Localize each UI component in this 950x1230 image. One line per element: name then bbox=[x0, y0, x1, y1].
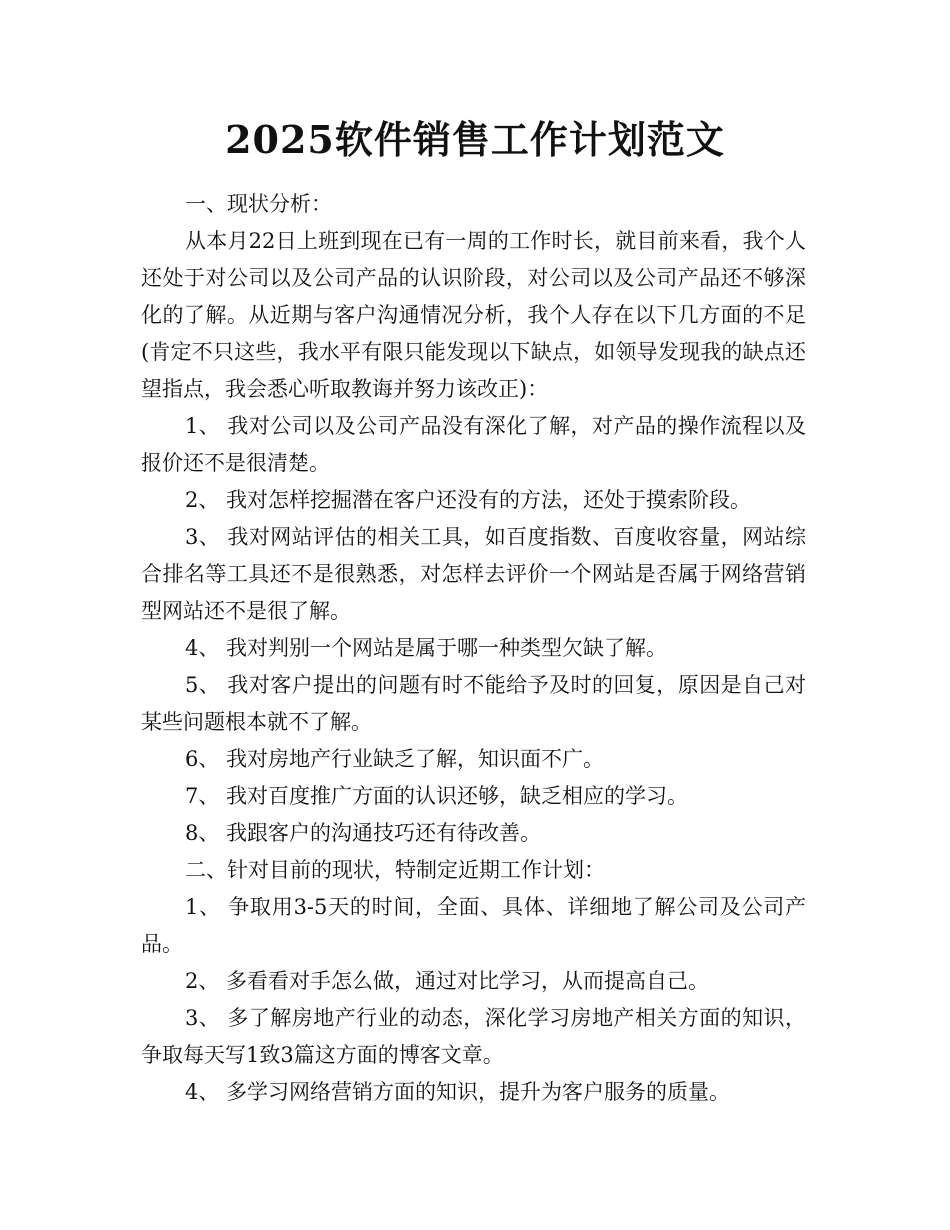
list-item: 1、 我对公司以及公司产品没有深化了解，对产品的操作流程以及报价还不是很清楚。 bbox=[141, 414, 806, 475]
paragraph-intro: 从本月22日上班到现在已有一周的工作时长，就目前来看，我个人还处于对公司以及公司产品的认识阶段，对公司以及公司产品还不够深化的了解。从近期与客户沟通情况分析，我个人存在以下几方面的不足(肯定不只这些，我水平有限只能发现以下缺点，如领导发现我的缺点还望指点，我会悉心听取教诲并努力该改正)： bbox=[141, 229, 806, 401]
list-item: 3、 多了解房地产行业的动态，深化学习房地产相关方面的知识，争取每天写1致3篇这方面的博客文章。 bbox=[141, 1006, 806, 1067]
list-item: 4、 多学习网络营销方面的知识，提升为客户服务的质量。 bbox=[185, 1080, 731, 1104]
document-body bbox=[141, 186, 806, 1111]
list-item: 6、 我对房地产行业缺乏了解，知识面不广。 bbox=[185, 747, 605, 771]
list-item: 1、 争取用3-5天的时间，全面、具体、详细地了解公司及公司产品。 bbox=[141, 895, 806, 956]
list-item: 8、 我跟客户的沟通技巧还有待改善。 bbox=[185, 821, 542, 845]
list-item: 5、 我对客户提出的问题有时不能给予及时的回复，原因是自己对某些问题根本就不了解。 bbox=[141, 673, 806, 734]
section-heading-status: 一、现状分析： bbox=[185, 192, 332, 216]
list-item: 2、 我对怎样挖掘潜在客户还没有的方法，还处于摸索阶段。 bbox=[185, 488, 752, 512]
list-item: 7、 我对百度推广方面的认识还够，缺乏相应的学习。 bbox=[185, 784, 689, 808]
list-item: 2、 多看看对手怎么做，通过对比学习，从而提高自己。 bbox=[185, 969, 710, 993]
section-heading-plan: 二、针对目前的现状，特制定近期工作计划： bbox=[185, 858, 605, 882]
list-item: 3、 我对网站评估的相关工具，如百度指数、百度收容量，网站综合排名等工具还不是很熟悉，对怎样去评价一个网站是否属于网络营销型网站还不是很了解。 bbox=[141, 525, 806, 623]
list-item: 4、 我对判别一个网站是属于哪一种类型欠缺了解。 bbox=[185, 636, 668, 660]
document-title: 2025软件销售工作计划范文 bbox=[225, 117, 725, 162]
